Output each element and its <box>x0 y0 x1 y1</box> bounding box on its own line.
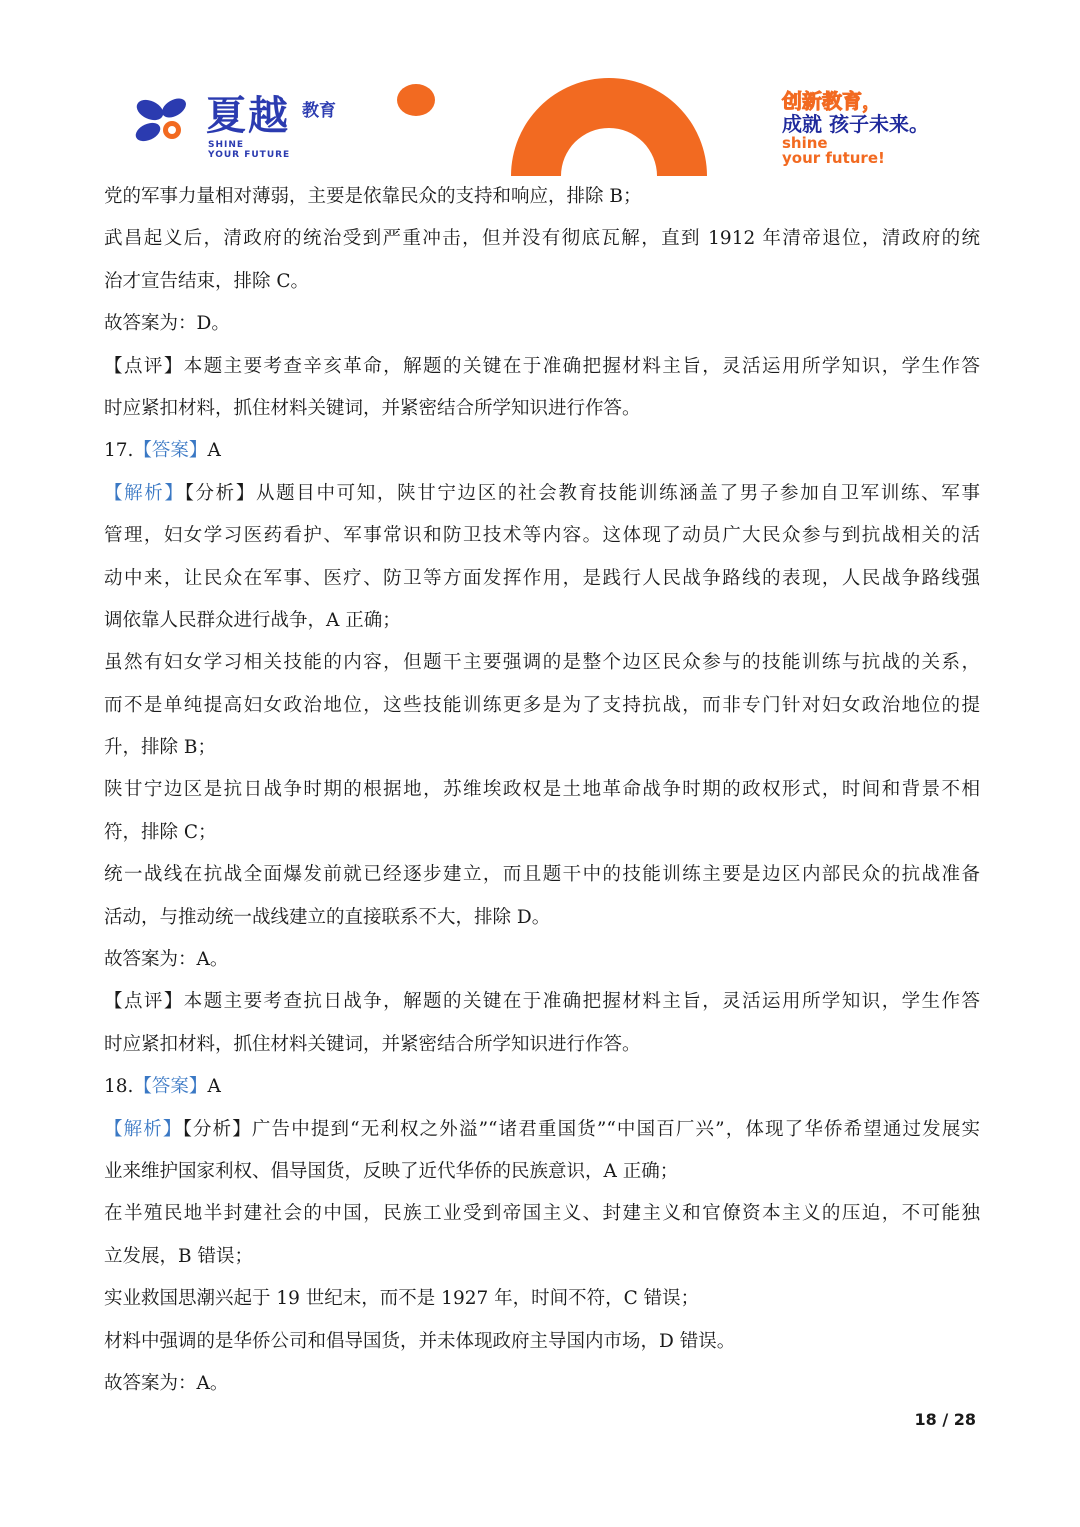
page-number: 18 / 28 <box>914 1410 976 1429</box>
text-line: 统一战线在抗战全面爆发前就已经逐步建立，而且题干中的技能训练主要是边区内部民众的抗战准备 <box>104 864 980 886</box>
document-body <box>104 176 980 1405</box>
page-header <box>0 0 1080 178</box>
slogan: 创新教育， 成就 孩子未来。 shine your future! <box>782 89 929 167</box>
decorative-dot <box>397 84 435 116</box>
comment-line: 【点评】本题主要考查辛亥革命，解题的关键在于准确把握材料主旨，灵活运用所学知识，学生作答 <box>104 355 980 377</box>
analysis-tag: 【解析】 <box>104 482 185 504</box>
logo-chinese-suffix: 教育 <box>302 101 336 121</box>
analysis-line: 【解析】【分析】从题目中可知，陕甘宁边区的社会教育技能训练涵盖了男子参加自卫军训练、军事 <box>104 482 980 504</box>
text-line: 武昌起义后，清政府的统治受到严重冲击，但并没有彻底瓦解，直到 1912 年清帝退位，清政府的统 <box>104 228 980 250</box>
text-line: 虽然有妇女学习相关技能的内容，但题干主要强调的是整个边区民众参与的技能训练与抗战的关系， <box>104 652 980 674</box>
comment-tag: 【点评】 <box>104 355 184 377</box>
text-line: 时应紧扣材料，抓住材料关键词，并紧密结合所学知识进行作答。 <box>104 397 641 419</box>
text-line: 材料中强调的是华侨公司和倡导国货，并未体现政府主导国内市场，D 错误。 <box>104 1330 736 1352</box>
text-line: 党的军事力量相对薄弱，主要是依靠民众的支持和响应，排除 B； <box>104 186 642 207</box>
text-line: 治才宣告结束，排除 C。 <box>104 270 310 292</box>
text-line: 立发展，B 错误； <box>104 1245 253 1267</box>
text-line: 陕甘宁边区是抗日战争时期的根据地，苏维埃政权是土地革命战争时期的政权形式，时间和背景不相 <box>104 779 980 801</box>
logo-chinese: 夏越 <box>206 93 290 139</box>
text-line: 故答案为：A。 <box>104 1372 229 1394</box>
text-line: 实业救国思潮兴起于 19 世纪末，而不是 1927 年，时间不符，C 错误； <box>104 1288 700 1310</box>
text-line: 而不是单纯提高妇女政治地位，这些技能训练更多是为了支持抗战，而非专门针对妇女政治地位的提 <box>104 694 980 716</box>
text-line: 升，排除 B； <box>104 737 216 759</box>
analysis-tag: 【解析】 <box>104 1118 183 1140</box>
analysis-line: 【解析】【分析】广告中提到“无利权之外溢”“诸君重国货”“中国百厂兴”，体现了华侨希望通过发展实 <box>104 1118 980 1140</box>
answer-line-17: 17.【答案】A <box>104 440 221 462</box>
answer-tag: 【答案】 <box>133 1076 208 1098</box>
comment-line: 【点评】本题主要考查抗日战争，解题的关键在于准确把握材料主旨，灵活运用所学知识，学生作答 <box>104 991 980 1013</box>
text-line: 调依靠人民群众进行战争，A 正确； <box>104 609 401 631</box>
comment-tag: 【点评】 <box>104 991 184 1013</box>
text-line: 活动，与推动统一战线建立的直接联系不大，排除 D。 <box>104 906 551 928</box>
text-line: 符，排除 C； <box>104 821 217 843</box>
text-line: 时应紧扣材料，抓住材料关键词，并紧密结合所学知识进行作答。 <box>104 1033 641 1055</box>
text-line: 动中来，让民众在军事、医疗、防卫等方面发挥作用，是践行人民战争路线的表现，人民战争路线强 <box>104 567 980 589</box>
logo-english: SHINE YOUR FUTURE <box>208 140 291 160</box>
text-line: 管理，妇女学习医药看护、军事常识和防卫技术等内容。这体现了动员广大民众参与到抗战相关的活 <box>104 525 980 547</box>
answer-tag: 【答案】 <box>133 440 208 462</box>
text-line: 故答案为：A。 <box>104 949 229 971</box>
answer-line-18: 18.【答案】A <box>104 1076 221 1098</box>
decorative-arch <box>511 76 707 176</box>
brand-logo <box>132 92 362 162</box>
flower-logo-icon <box>132 96 190 144</box>
text-line: 故答案为：D。 <box>104 313 230 335</box>
text-line: 在半殖民地半封建社会的中国，民族工业受到帝国主义、封建主义和官僚资本主义的压迫，不可能独 <box>104 1203 980 1225</box>
text-line: 业来维护国家利权、倡导国货，反映了近代华侨的民族意识，A 正确； <box>104 1160 679 1182</box>
